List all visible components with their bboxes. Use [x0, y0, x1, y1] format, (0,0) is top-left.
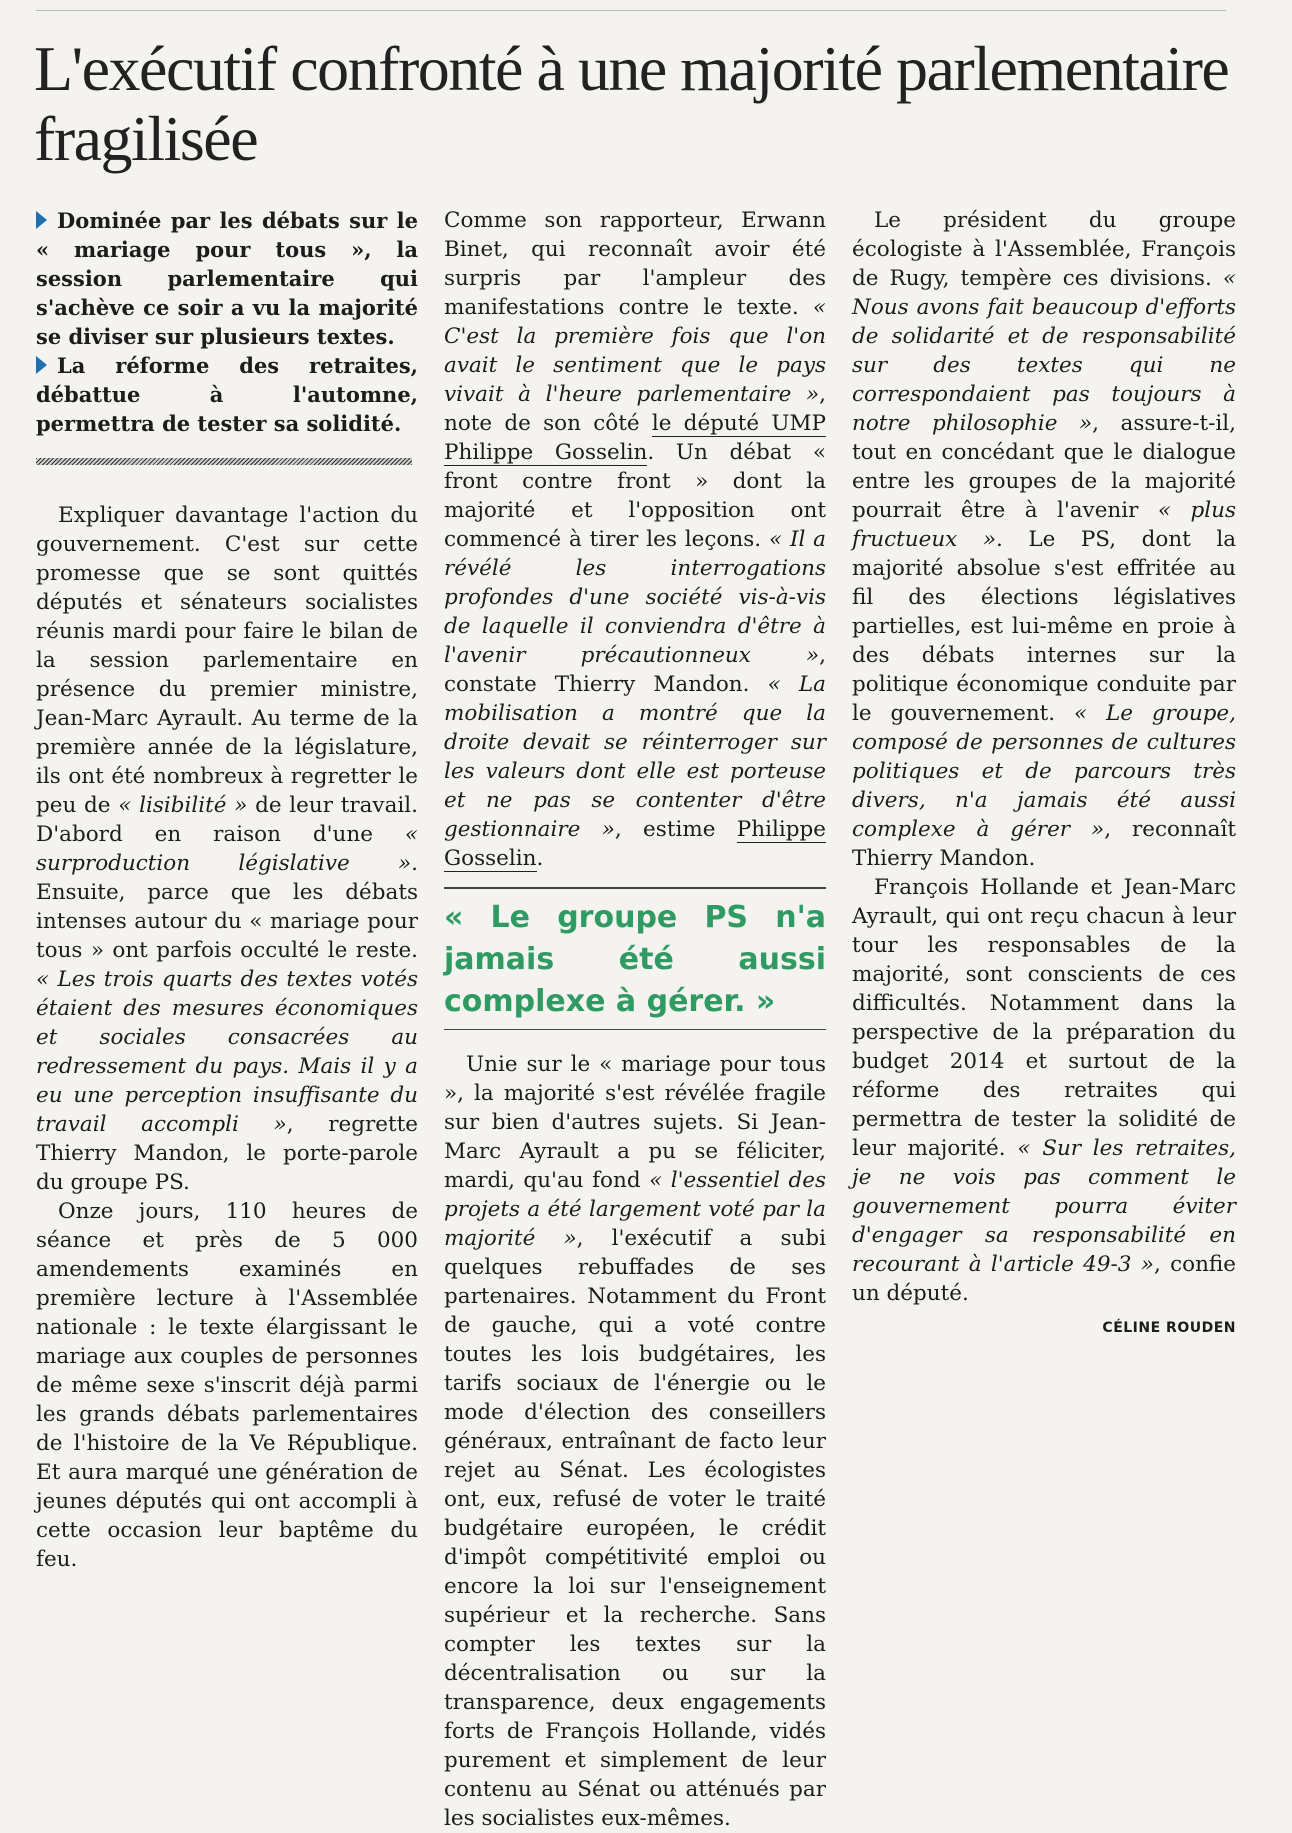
blue-triangle-icon [36, 211, 47, 229]
paragraph-4: Unie sur le « mariage pour tous », la majorité s'est révélée fragile sur bien d'autres sujets. Si Jean-Marc Ayrault a pu se féliciter, mardi, qu'au fond « l'essentiel des projets a été largement voté par la majorité », l'exécutif a subi quelques rebuffades de ses partenaires. Notamment du Front de gauche, qui a voté contre toutes les lois budgétaires, les tarifs sociaux de l'énergie ou le mode d'élection des conseillers généraux, entraînant de facto leur rejet au Sénat. Les écologistes ont, eux, refusé de voter le traité budgétaire européen, le crédit d'impôt compétitivité emploi ou encore la loi sur l'enseignement supérieur et la recherche. Sans compter les textes sur la décentralisation ou sur la transparence, deux engagements forts de François Hollande, vidés purement et simplement de leur contenu au Sénat ou atténués par les socialistes eux-mêmes. [444, 1052, 827, 1831]
pull-quote: « Le groupe PS n'a jamais été aussi complexe à gérer. » [444, 900, 826, 1019]
underlined-name: Philippe Gosselin [444, 817, 826, 871]
paragraph-3: Comme son rapporteur, Erwann Binet, qui reconnaît avoir été surpris par l'ampleur des manifestations contre le texte. « C'est la première fois que l'on avait le sentiment que le pays vivait à l'heure parlementaire », note de son côté le député UMP Philippe Gosselin. Un débat « front contre front » dont la majorité et l'opposition ont commencé à tirer les leçons. « Il a révélé les interrogations profondes d'une société vis-à-vis de laquelle il conviendra d'être à l'avenir précautionneux », constate Thierry Mandon. « La mobilisation a montré que la droite devait se réinterroger sur les valeurs dont elle est porteuse et ne pas se contenter d'être gestionnaire », estime Philippe Gosselin. [444, 208, 826, 871]
column-2 [444, 206, 826, 1833]
hatched-divider [36, 458, 412, 465]
byline: CÉLINE ROUDEN [1102, 1320, 1236, 1336]
chapo-item: Dominée par les débats sur le « mariage pour tous », la session parlementaire qui s'achève ce soir a vu la majorité se diviser sur plusieurs textes. [36, 208, 418, 349]
column-1 [36, 206, 418, 1574]
top-rule [36, 10, 1226, 11]
headline: L'exécutif confronté à une majorité parlementaire fragilisée [34, 33, 1229, 174]
pull-quote-top-rule [444, 887, 826, 889]
paragraph-5: Le président du groupe écologiste à l'Assemblée, François de Rugy, tempère ces divisions. « Nous avons fait beaucoup d'efforts de solidarité et de responsabilité sur des textes qui ne correspondaient pas toujours à notre philosophie », assure-t-il, tout en concédant que le dialogue entre les groupes de la majorité pourrait être à l'avenir « plus fructueux ». Le PS, dont la majorité absolue s'est effritée au fil des élections législatives partielles, est lui-même en proie à des débats internes sur la politique économique conduite par le gouvernement. « Le groupe, composé de personnes de cultures politiques et de parcours très divers, n'a jamais été aussi complexe à gérer », reconnaît Thierry Mandon. [852, 208, 1237, 871]
underlined-name: le député UMP Philippe Gosselin [444, 411, 826, 465]
paragraph-6: François Hollande et Jean-Marc Ayrault, qui ont reçu chacun à leur tour les responsables de la majorité, sont conscients de ces difficultés. Notamment dans la perspective de la préparation du budget 2014 et surtout de la réforme des retraites qui permettra de tester la solidité de leur majorité. « Sur les retraites, je ne vois pas comment le gouvernement pourra éviter d'engager sa responsabilité en recourant à l'article 49-3 », confie un député. [852, 875, 1236, 1306]
chapo-item: La réforme des retraites, débattue à l'automne, permettra de tester sa solidité. [36, 353, 418, 436]
pull-quote-bottom-rule [444, 1029, 826, 1030]
paragraph-1: Expliquer davantage l'action du gouvernement. C'est sur cette promesse que se sont quittés députés et sénateurs socialistes réunis mardi pour faire le bilan de la session parlementaire en présence du premier ministre, Jean-Marc Ayrault. Au terme de la première année de la législature, ils ont été nombreux à regretter le peu de « lisibilité » de leur travail. D'abord en raison d'une « surproduction législative ». Ensuite, parce que les débats intenses autour du « mariage pour tous » ont parfois occulté le reste. « Les trois quarts des textes votés étaient des mesures économiques et sociales consacrées au redressement du pays. Mais il y a eu une perception insuffisante du travail accompli », regrette Thierry Mandon, le porte-parole du groupe PS. [36, 503, 418, 1195]
paragraph-2: Onze jours, 110 heures de séance et près de 5 000 amendements examinés en première lecture à l'Assemblée nationale : le texte élargissant le mariage aux couples de personnes de même sexe s'inscrit déjà parmi les grands débats parlementaires de l'histoire de la Ve République. Et aura marqué une génération de jeunes députés qui ont accompli à cette occasion leur baptême du feu. [36, 1199, 418, 1572]
column-3 [852, 206, 1236, 1343]
blue-triangle-icon [36, 356, 47, 374]
